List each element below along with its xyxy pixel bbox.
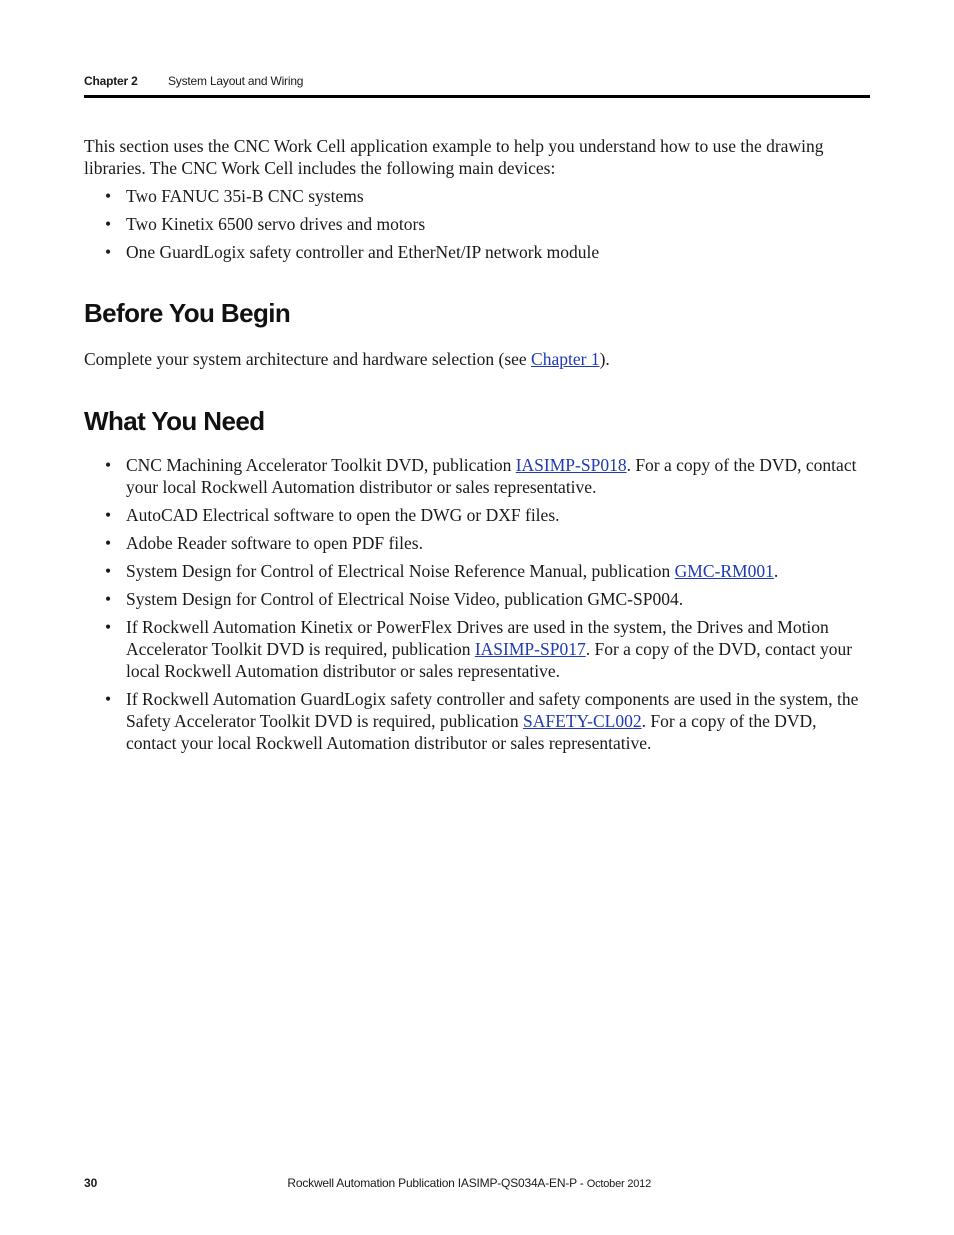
- list-item: • AutoCAD Electrical software to open the DWG or DXF files.: [105, 505, 560, 525]
- requirements-list: [84, 454, 870, 754]
- page-number: 30: [84, 1176, 98, 1190]
- bullet-icon: •: [105, 505, 112, 525]
- list-item: • System Design for Control of Electrical Noise Video, publication GMC-SP004.: [105, 589, 684, 609]
- before-you-begin-heading: Before You Begin: [84, 298, 291, 328]
- bullet-icon: •: [105, 455, 112, 475]
- bullet-icon: •: [105, 689, 112, 709]
- publication-footer: Rockwell Automation Publication IASIMP-QS034A-EN-P - October 2012: [287, 1176, 651, 1190]
- before-you-begin-paragraph: Complete your system architecture and hardware selection (see Chapter 1).: [84, 349, 610, 369]
- bullet-icon: •: [105, 242, 112, 262]
- header-rule: [84, 95, 870, 98]
- chapter-title: System Layout and Wiring: [168, 74, 304, 88]
- safety-cl002-link[interactable]: SAFETY-CL002: [522, 711, 642, 731]
- bullet-icon: •: [105, 533, 112, 553]
- list-item: • If Rockwell Automation GuardLogix safety controller and safety components are used in the system, the Safety Accelerator Toolkit DVD is required, publication SAFETY-CL002. For a copy of the DVD, contact your local Rockwell Automation distributor or sales representative.: [105, 689, 859, 753]
- bullet-icon: •: [105, 617, 112, 637]
- list-item: • Two Kinetix 6500 servo drives and motors: [105, 214, 426, 234]
- intro-paragraph: This section uses the CNC Work Cell application example to help you understand how to use the drawing libraries. The CNC Work Cell includes the following main devices:: [84, 136, 824, 178]
- page-header: [84, 72, 870, 98]
- publication-date: October 2012: [586, 1178, 651, 1190]
- bullet-icon: •: [105, 214, 112, 234]
- list-item: • One GuardLogix safety controller and EtherNet/IP network module: [105, 242, 600, 262]
- chapter-1-link[interactable]: Chapter 1: [531, 349, 600, 369]
- page-content: [84, 135, 870, 754]
- bullet-icon: •: [105, 589, 112, 609]
- chapter-label: Chapter 2: [84, 74, 138, 88]
- iasimp-sp018-link[interactable]: IASIMP-SP018: [515, 455, 627, 475]
- list-item: • System Design for Control of Electrical Noise Reference Manual, publication GMC-RM001.: [105, 561, 779, 581]
- list-item: • Adobe Reader software to open PDF files.: [105, 533, 423, 553]
- gmc-rm001-link[interactable]: GMC-RM001: [674, 561, 774, 581]
- device-list: [84, 185, 870, 263]
- list-item: • If Rockwell Automation Kinetix or PowerFlex Drives are used in the system, the Drives and Motion Accelerator Toolkit DVD is required, publication IASIMP-SP017. For a copy of the DVD, contact your local Rockwell Automation distributor or sales representative.: [105, 617, 853, 681]
- what-you-need-heading: What You Need: [84, 406, 265, 436]
- list-item: • CNC Machining Accelerator Toolkit DVD, publication IASIMP-SP018. For a copy of the DVD, contact your local Rockwell Automation distributor or sales representative.: [105, 455, 857, 497]
- iasimp-sp017-link[interactable]: IASIMP-SP017: [474, 639, 586, 659]
- list-item: • Two FANUC 35i-B CNC systems: [105, 186, 364, 206]
- bullet-icon: •: [105, 186, 112, 206]
- bullet-icon: •: [105, 561, 112, 581]
